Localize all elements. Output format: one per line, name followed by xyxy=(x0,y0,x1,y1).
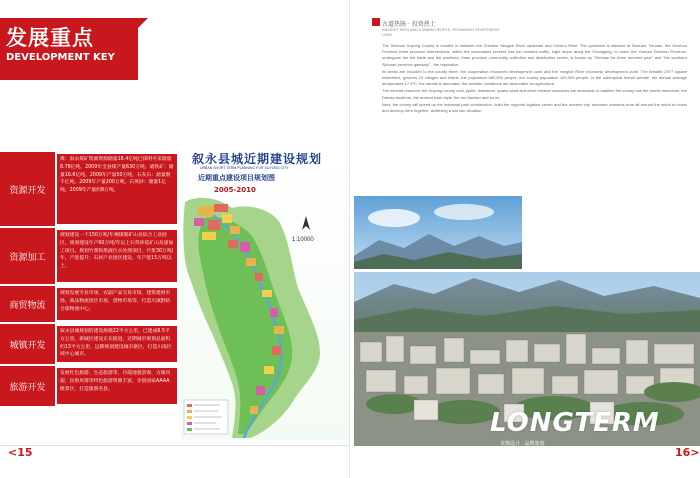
row-text: 规划发展专业市场、农副产品交易市场，建筑建材市场，商品物流园区市场，货物市场等，打造川滇黔结合部物流中心。 xyxy=(57,288,177,320)
row-label: 城镇开发 xyxy=(0,324,55,364)
row-text: 煤：叙永煤矿资源资源储量16.4亿吨已探明可采储量8.78亿吨。2009年全县煤产量630万吨。硫铁矿：储量16.6亿吨。2009年产量50万吨。石灰石：储量数千亿吨。2009年产量200万吨。石英砂：储量1亿吨。2009年产量约8万吨。 xyxy=(57,154,177,224)
row-resource-processing xyxy=(0,228,179,284)
row-tourism-development xyxy=(0,366,179,406)
row-text: 发展红色旅游、生态旅游等，丹霞地貌景观、古镇风貌、民俗风情等特色旅游资源丰富，争创国家AAAA级景区，打造旅游名县。 xyxy=(57,368,177,404)
page-number-right: 16> xyxy=(675,446,700,459)
landscape-photo-small xyxy=(354,196,522,269)
breadcrumb-icon xyxy=(372,18,380,26)
paragraph: The mineral reserves: the Xuyong county coal, pyrite, limestone, quartz sand and other mineral resources are abundant; in addition the county has the tourist resources, the Danxia landform, the ancient town style, the red tourism and so on. xyxy=(382,88,687,100)
page-number-right-value: 16 xyxy=(675,446,691,459)
brand-logo-sub: 龙腾设计 · 品牌策划 xyxy=(500,441,545,447)
breadcrumb: 古道热肠 · 投资热土 xyxy=(382,21,436,28)
header-corner xyxy=(138,18,148,28)
planning-map xyxy=(180,148,350,440)
row-label: 资源开发 xyxy=(0,152,55,226)
page-number-left-value: 15 xyxy=(17,446,33,459)
row-label: 资源加工 xyxy=(0,228,55,284)
row-resource-development xyxy=(0,152,179,226)
bottom-rule xyxy=(0,445,350,446)
section-title-cn: 发展重点 xyxy=(6,26,94,50)
paragraph: Next, the county will speed up the industrial park construction, build the regional logistics center and the modern city, welcome investors from all around the world to invest and develop here together, achieving a win-win situation. xyxy=(382,101,687,114)
intro-text xyxy=(382,43,687,115)
map-year: 2005-2010 xyxy=(214,186,256,194)
map-graphic xyxy=(180,148,350,440)
row-text: 规划建设一个150万吨/年褐煤制矿山及综合工业园区。规划建设年产60万吨/年以上石英砂硅矿山及深加工项目。规划竹浆和黑液污水处理项目，竹浆30万吨/年，产能提升；石材产业园区建设，年产能15万吨以上。 xyxy=(57,230,177,282)
page-number-left: <15 xyxy=(8,446,33,459)
row-label: 商贸物流 xyxy=(0,286,55,322)
row-text: 叙永县城规划的建设规模22平方公里，已建成8.5平方公里。新城区建设正在推进，近期城市规划总面积约13平方公里，远期规划建设城市新区，打造川南区域中心城市。 xyxy=(57,326,177,362)
map-subtitle: 近期重点建设项目规划图 xyxy=(198,174,275,182)
paragraph: The Sichuan Xuyong County is located in between the Chinese Yangtze River upstream and Chishui River. The upstream is situated at Sichuan, Yunnan, the Guizhou Province three province intersections, within the boundaries present has ten minutes traffic, eight stops along the Chongqing, to reach the Yunnan Guizhou Province, undergone the the trade and fair practices, three province commodity collection and distribution center, is known by "Sichuan for three hundred year" and "the southern Sichuan province gateway" - the reputation. xyxy=(382,43,687,67)
brand-logo: LONGTERM xyxy=(490,408,660,438)
row-label: 旅游开发 xyxy=(0,366,55,406)
paragraph: Its areas are included to the county three, the cooperation resources development zone and the Yangtze River economic development zone. The breadth 2977 square kilometers, governs 15 villages and towns, the population 682,000 people, the county population 100,000 people. In the subtropical humid climate, the annual average temperature 17.9°C, the rainfall is abundant, the weather conditions are favourable for agriculture. xyxy=(382,68,687,87)
map-subtitle-en: URBAN SHORT-TERM PLANNING FOR XUYONG CITY xyxy=(200,166,289,170)
row-urban-development xyxy=(0,324,179,364)
section-title-en: DEVELOPMENT KEY xyxy=(6,52,115,63)
row-trade-logistics xyxy=(0,286,179,322)
right-page xyxy=(350,0,700,478)
map-title: 叙永县城近期建设规划 xyxy=(192,152,323,166)
breadcrumb-en: ANCIENT PATH AND A WARM PEOPLE, PROMISING INVESTMENT LAND xyxy=(382,28,500,37)
map-scale: 1:10000 xyxy=(292,237,314,243)
